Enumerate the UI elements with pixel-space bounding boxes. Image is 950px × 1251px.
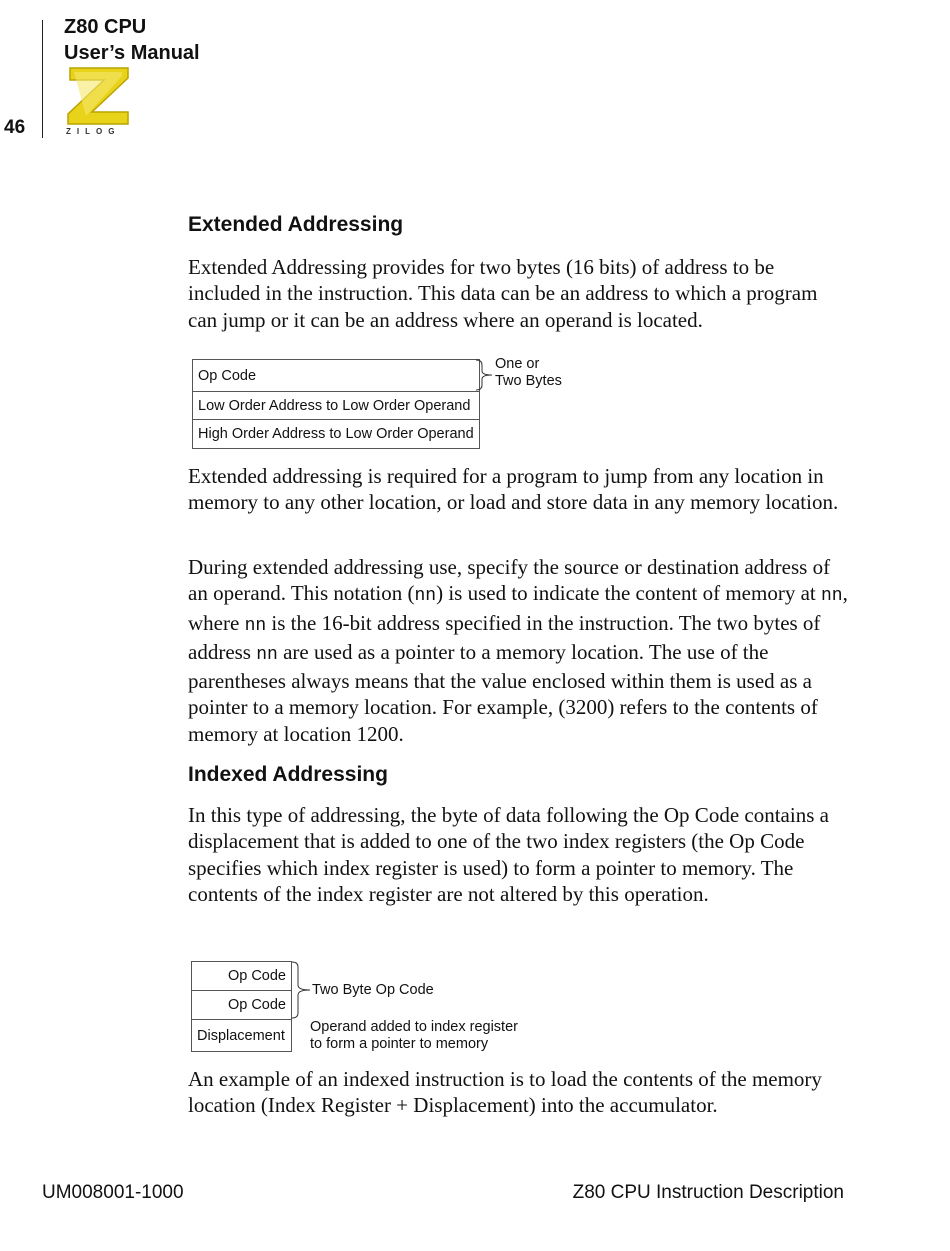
footer-chapter-title: Z80 CPU Instruction Description: [572, 1182, 844, 1203]
brace-label-line: Two Bytes: [495, 373, 562, 389]
indexed-format-diagram: [191, 961, 292, 1052]
format-cell: Op Code: [192, 962, 292, 991]
text-run: , where: [188, 581, 848, 635]
logo-wordmark: ZILOG: [66, 127, 121, 136]
code-nn: nn: [244, 615, 267, 636]
indexed-intro-paragraph: In this type of addressing, the byte of data following the Op Code contains a displacement that is added to one of the two index registers (the Op Code specifies which index register is used) to form a pointer to memory. The contents of the index register are not altered by this operation.: [188, 803, 829, 906]
text-run: During extended addressing use, specify the source or destination address of an operand. This notation (: [188, 555, 831, 606]
extended-format-diagram: [192, 359, 480, 449]
manual-title-line1: Z80 CPU: [64, 16, 147, 38]
format-cell: High Order Address to Low Order Operand: [193, 420, 480, 449]
brace-icon: [476, 359, 496, 391]
format-cell: Op Code: [193, 360, 480, 392]
format-row: [193, 420, 480, 449]
displacement-note: [310, 1019, 518, 1053]
format-row: [192, 991, 292, 1020]
manual-title-line2: User’s Manual: [64, 42, 200, 64]
brace-icon: [292, 961, 314, 1019]
format-row: [193, 360, 480, 392]
manual-title: [64, 14, 200, 66]
zilog-z-icon: [64, 64, 134, 126]
text-run: ) is used to indicate the content of memory at: [436, 581, 821, 606]
brace-label-one-or-two-bytes: [495, 356, 562, 390]
zilog-logo: [64, 64, 134, 140]
code-nn: nn: [414, 586, 437, 607]
extended-notation-paragraph: [188, 554, 848, 747]
code-nn: nn: [820, 586, 843, 607]
indexed-example-paragraph: An example of an indexed instruction is to load the contents of the memory location (Index Register + Displacement) into the accumulator.: [188, 1067, 822, 1118]
code-nn: nn: [256, 644, 278, 665]
heading-indexed-addressing: Indexed Addressing: [188, 763, 388, 786]
text-run: are used as a pointer to a memory location. The use of the parentheses always means that the value enclosed within them is used as a pointer to a memory location. For example, (3200) refers to the contents of memory at location 1200.: [188, 639, 818, 746]
header-divider: [42, 20, 43, 138]
format-row: [192, 962, 292, 991]
format-row: [193, 392, 480, 420]
extended-intro-paragraph: Extended Addressing provides for two bytes (16 bits) of address to be included in the instruction. This data can be an address to which a program can jump or it can be an address where an operand is located.: [188, 255, 818, 332]
heading-extended-addressing: Extended Addressing: [188, 213, 404, 236]
brace-label-line: One or: [495, 356, 540, 372]
format-cell: Op Code: [192, 991, 292, 1020]
brace-label-two-byte-op-code: Two Byte Op Code: [312, 982, 434, 998]
format-cell: Displacement: [192, 1020, 292, 1052]
note-line: Operand added to index register: [310, 1019, 518, 1035]
extended-requirement-paragraph: Extended addressing is required for a program to jump from any location in memory to any other location, or load and store data in any memory location.: [188, 464, 839, 515]
format-cell: Low Order Address to Low Order Operand: [193, 392, 480, 420]
footer-document-id: UM008001-1000: [42, 1182, 184, 1203]
page-number: 46: [4, 117, 26, 138]
format-row: [192, 1020, 292, 1052]
text-run: is the 16-bit address specified in the instruction. The two bytes of address: [188, 610, 821, 664]
note-line: to form a pointer to memory: [310, 1036, 489, 1052]
